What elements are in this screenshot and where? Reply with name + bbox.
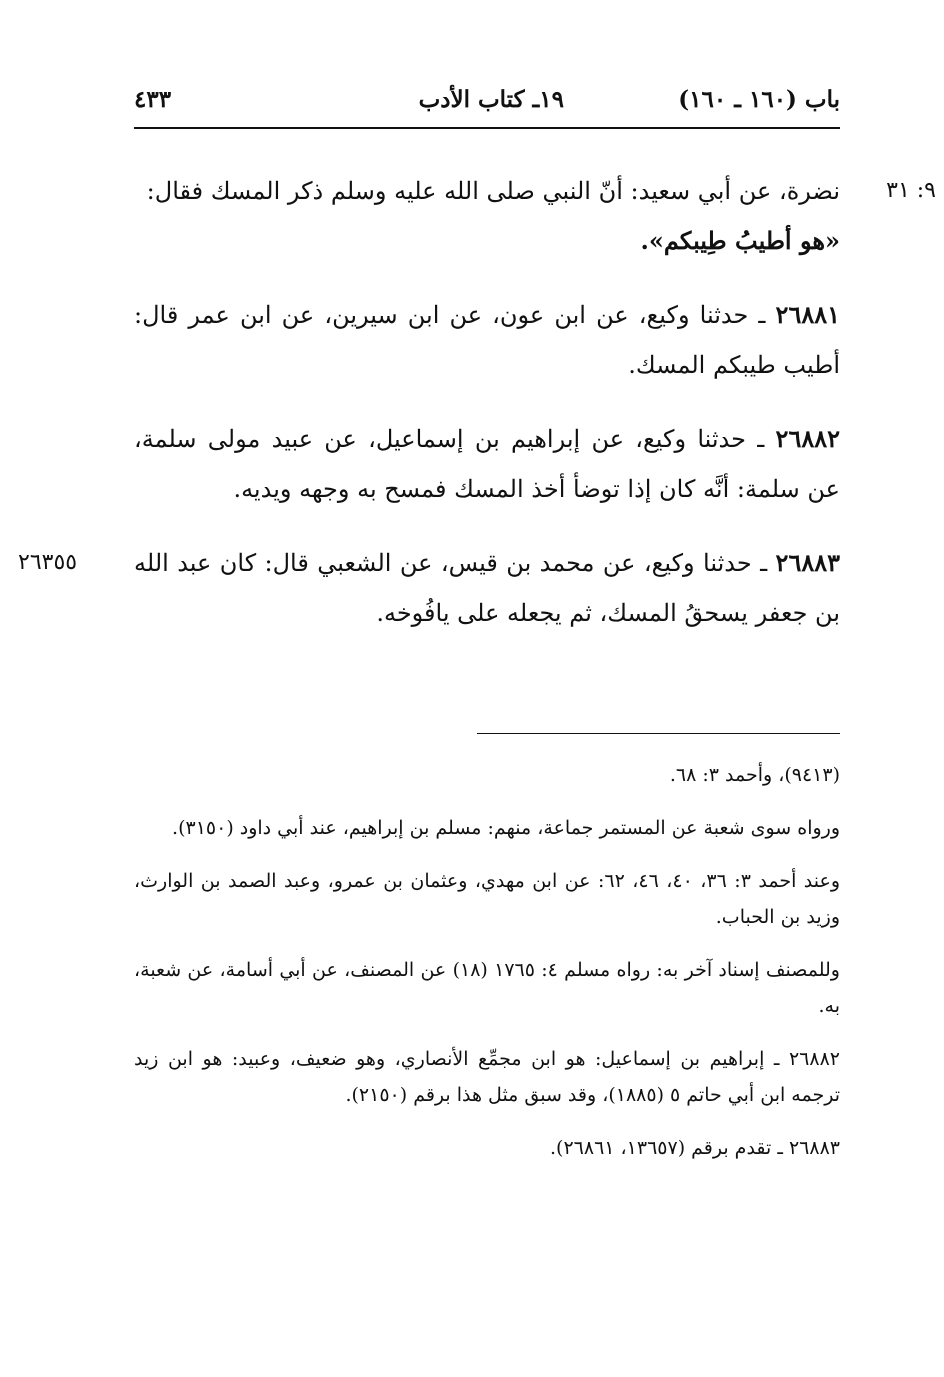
footnote: ٢٦٨٨٢ ـ إبراهيم بن إسماعيل: هو ابن مجمِّع الأنصاري، وهو ضعيف، وعبيد: هو ابن زيد ترجمه ابن أبي حاتم ٥ (١٨٨٥)، وقد سبق مثل هذا برقم (٢١٥٠). [134, 1048, 840, 1106]
chapter-heading: باب (١٦٠ ـ ١٦٠) [678, 86, 840, 113]
footnote: وللمصنف إسناد آخر به: رواه مسلم ٤: ١٧٦٥ (١٨) عن المصنف، عن أبي أسامة، عن شعبة، به. [134, 959, 840, 1017]
header-rule [134, 127, 840, 129]
footnote: ٢٦٨٨٣ ـ تقدم برقم (١٣٦٥٧، ٢٦٨٦١). [550, 1137, 840, 1159]
page-number: ٤٣٣ [134, 86, 172, 113]
book-heading: ١٩ـ كتاب الأدب [418, 86, 564, 113]
prophetic-quote: «هو أطيبُ طِيبكم». [640, 226, 840, 255]
footnote-rule [477, 733, 840, 734]
footnotes [134, 757, 840, 1166]
paragraph-text: نضرة، عن أبي سعيد: أنّ النبي صلى الله عليه وسلم ذكر المسك فقال: [146, 177, 840, 205]
main-text [18, 166, 936, 638]
margin-reference: ٢٦٣٥٥ [18, 550, 78, 575]
footnote: (٩٤١٣)، وأحمد ٣: ٦٨. [669, 764, 840, 786]
hadith-text: ـ حدثنا وكيع، عن محمد بن قيس، عن الشعبي قال: كان عبد الله بن جعفر يسحقُ المسك، ثم يجعله على يافُوخه. [134, 549, 840, 627]
hadith-26881 [134, 290, 840, 390]
paragraph-continuation [134, 166, 936, 266]
hadith-26882 [134, 414, 840, 514]
hadith-number: ٢٦٨٨١ [775, 300, 840, 329]
hadith-number: ٢٦٨٨٣ [775, 548, 840, 577]
hadith-26883 [18, 538, 840, 638]
hadith-text: ـ حدثنا وكيع، عن ابن عون، عن ابن سيرين، عن ابن عمر قال: أطيب طيبكم المسك. [134, 301, 840, 379]
footnote: ورواه سوى شعبة عن المستمر جماعة، منهم: مسلم بن إبراهيم، عند أبي داود (٣١٥٠). [172, 817, 840, 839]
margin-reference: ٩: ٣١ [886, 178, 936, 203]
hadith-text: ـ حدثنا وكيع، عن إبراهيم بن إسماعيل، عن عبيد مولى سلمة، عن سلمة: أنَّه كان إذا توضأ أخذ المسك فمسح به وجهه ويديه. [134, 425, 840, 503]
hadith-number: ٢٦٨٨٢ [775, 424, 840, 453]
footnote: وعند أحمد ٣: ٣٦، ٤٠، ٤٦، ٦٢: عن ابن مهدي، وعثمان بن عمرو، وعبد الصمد بن الوارث، وزيد بن الحباب. [134, 870, 841, 928]
running-header [134, 86, 840, 126]
